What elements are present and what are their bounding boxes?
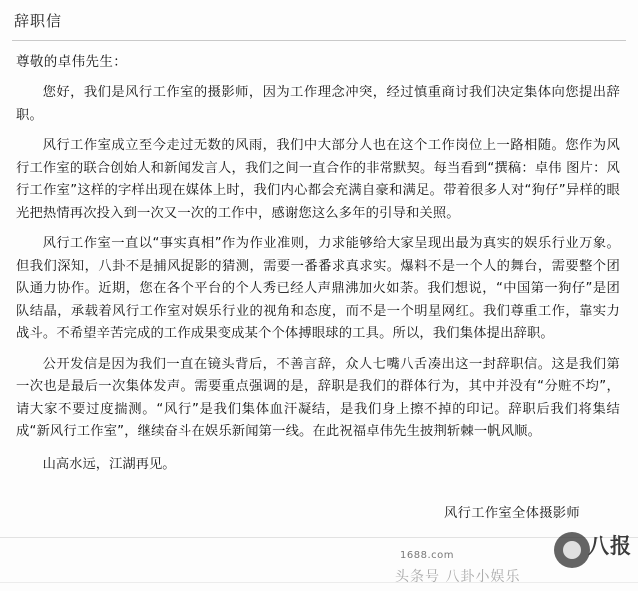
paragraph-2: 风行工作室成立至今走过无数的风雨，我们中大部分人也在这个工作岗位上一路相随。您作为风行工作室的联合创始人和新闻发言人，我们之间一直合作的非常默契。每当看到“撰稿：卓伟 图片：风行工作室”这样的字样出现在媒体上时，我们内心都会充满自豪和满足。带着很多人对“狗仔”异样的眼光把热情再次投入到一次又一次的工作中，感谢您这么多年的引导和关照。 — [16, 138, 620, 221]
page-fold-line-secondary — [0, 582, 638, 583]
paragraph-1: 您好，我们是风行工作室的摄影师，因为工作理念冲突，经过慎重商讨我们决定集体向您提出辞职。 — [16, 85, 620, 123]
page-fold-line — [0, 537, 638, 538]
stamp-circle-icon — [554, 532, 590, 568]
stamp-label: 八报 — [588, 534, 632, 558]
paragraph-4: 公开发信是因为我们一直在镜头背后，不善言辞，众人七嘴八舌凑出这一封辞职信。这是我们第一次也是最后一次集体发声。需要重点强调的是，辞职是我们的群体行为，其中并没有“分赃不均”，请大家不要过度揣测。“风行”是我们集体血汗凝结，是我们身上擦不掉的印记。辞职后我们将集结成“新风行工作室”，继续奋斗在娱乐新闻第一线。在此祝福卓伟先生披荆斩棘一帆风顺。 — [16, 356, 620, 439]
salutation: 尊敬的卓伟先生： — [16, 54, 128, 70]
closing-line: 山高水远，江湖再见。 — [42, 456, 176, 472]
stamp-watermark — [550, 532, 632, 586]
letter-body — [0, 51, 638, 521]
title-divider — [12, 40, 626, 41]
paragraph-3: 风行工作室一直以“事实真相”作为作业准则，力求能够给大家呈现出最为真实的娱乐行业万象。但我们深知，八卦不是捕风捉影的猜测，需要一番番求真求实。爆料不是一个人的舞台，需要整个团队通力协作。近期，您在各个平台的个人秀已经人声鼎沸加火如荼。我们想说，“中国第一狗仔”是团队结晶，承载着风行工作室对娱乐行业的视角和态度，而不是一个明星网红。我们尊重工作，靠实力战斗。不希望辛苦完成的工作成果变成某个个体搏眼球的工具。所以，我们集体提出辞职。 — [16, 236, 620, 341]
bottom-watermark: 头条号 八卦小娱乐 — [395, 569, 521, 585]
signature-block — [16, 502, 620, 521]
site-logo-watermark: 1688.com — [400, 550, 454, 561]
page-title: 辞职信 — [14, 12, 63, 30]
signature: 风行工作室全体摄影师 — [444, 505, 580, 521]
